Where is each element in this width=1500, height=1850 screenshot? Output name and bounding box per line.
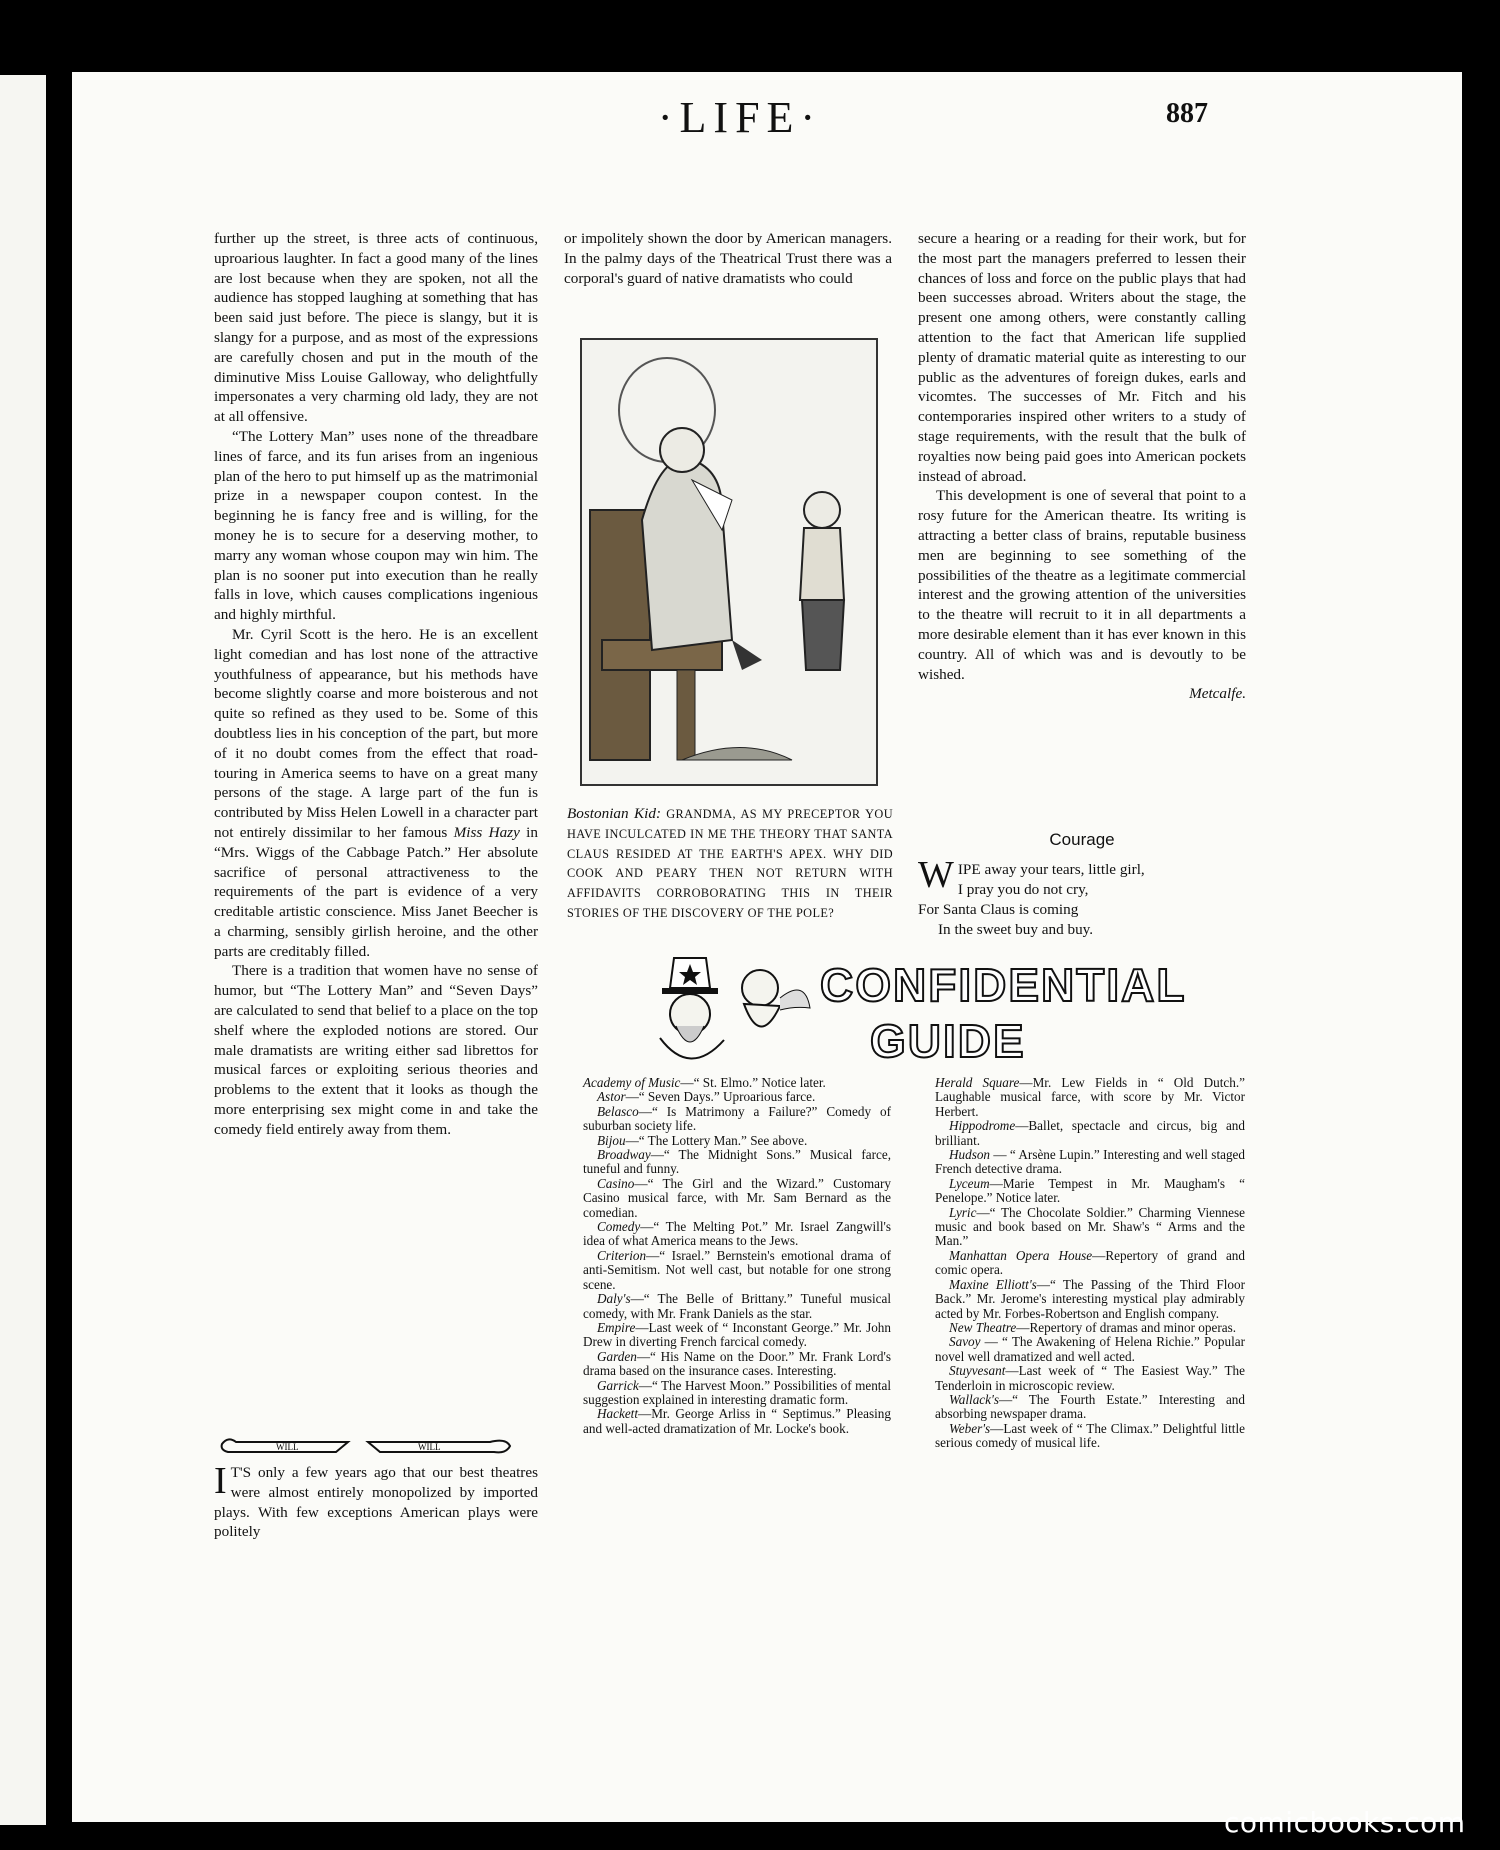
article-paragraph: “The Lottery Man” uses none of the threadbare lines of farce, and its fun arises from an ingenious plan of the hero to put himself up as the matrimonial prize in a newspaper coupon contest. In the beginning he is fancy free and is willing, for the money he is to secure for a deserving mother, to marry any woman whose coupon may win him. The plan is no sooner put into execution than he really falls in love, which causes complications ingenious and highly mirthful. [214, 427, 538, 624]
article-paragraph: or impolitely shown the door by American managers. In the palmy days of the Theatrical Trust there was a corporal's guard of native dramatists who could [564, 230, 892, 287]
facing-page-edge [0, 75, 46, 1825]
article-paragraph: further up the street, is three acts of continuous, uproarious laughter. In fact a good many of the lines are lost because when they are spoken, not all the audience has stopped laughing at something that has been said just before. The piece is slangy, but it is slangy for a purpose, and as most of the expressions are carefully chosen and put in the mouth of the diminutive Miss Louise Galloway, who delightfully impersonates a very charming old lady, they are not at all offensive. [214, 230, 538, 426]
drop-cap: W [918, 854, 954, 896]
cartoon-illustration [580, 338, 878, 786]
article-column-1 [214, 229, 538, 1140]
ornament-label-left: WILL [276, 1442, 299, 1452]
guide-entry: Criterion—“ Israel.” Bernstein's emotional drama of anti-Semitism. Not well cast, but notable for one strong scene. [583, 1247, 891, 1292]
will-scroll-ornament [218, 1430, 513, 1456]
guide-entry: Wallack's—“ The Fourth Estate.” Interesting and absorbing newspaper drama. [935, 1391, 1245, 1422]
article-column-3 [918, 229, 1246, 704]
guide-entry: Savoy — “ The Awakening of Helena Richie.” Popular novel well dramatized and well acted. [935, 1334, 1245, 1364]
confidential-guide-banner [640, 948, 1187, 1078]
guide-entry: Belasco—“ Is Matrimony a Failure?” Comedy of suburban society life. [583, 1103, 891, 1134]
poem-line: For Santa Claus is coming [918, 901, 1079, 918]
poem-line: In the sweet buy and buy. [938, 921, 1094, 938]
page-number: 887 [1166, 98, 1208, 129]
masthead: ·LIFE· [657, 93, 823, 142]
guide-column-right [935, 1076, 1245, 1451]
guide-entry: Maxine Elliott's—“ The Passing of the Third Floor Back.” Mr. Jerome's interesting mystical play admirably acted by Mr. Forbes-Robertson and English company. [935, 1276, 1245, 1321]
guide-entry: Broadway—“ The Midnight Sons.” Musical farce, tuneful and funny. [583, 1147, 891, 1177]
guide-entry: Weber's—Last week of “ The Climax.” Delightful little serious comedy of musical life. [935, 1420, 1245, 1451]
article-paragraph: I T'S only a few years ago that our best theatres were almost entirely monopolized by imported plays. With few exceptions American plays were politely [214, 1460, 538, 1541]
guide-entry: Hippodrome—Ballet, spectacle and circus, big and brilliant. [935, 1118, 1245, 1148]
uncle-sam-and-cherub-icon [640, 948, 820, 1078]
guide-title-line-1: CONFIDENTIAL [820, 959, 1187, 1011]
caption-text: GRANDMA, AS MY PRECEPTOR YOU HAVE INCULCATED IN ME THE THEORY THAT SANTA CLAUS RESIDED AT THE EARTH'S APEX. WHY DID COOK AND PEARY THEN NOT RETURN WITH AFFIDAVITS CORROBORATING THIS IN THEIR STORIES OF THE DISCOVERY OF THE POLE? [567, 807, 893, 920]
poem-line: I pray you do not cry, [957, 881, 1089, 898]
article-paragraph: secure a hearing or a reading for their work, but for the most part the managers preferred to lessen their chances of loss and force on the public plays that had been successes abroad. Writers about the stage, the present one among others, were constantly calling attention to the fact that American life supplied plenty of dramatic material quite as interesting to our public as the adventures of foreign dukes, earls and vicomtes. The successes of Mr. Fitch and his contemporaries inspired other writers to a study of stage requirements, with the result that the bulk of royalties now being paid goes into American pockets instead of abroad. [918, 230, 1246, 485]
article-column-1-continued [214, 1460, 538, 1542]
article-paragraph: There is a tradition that women have no sense of humor, but “The Lottery Man” and “Seven Days” are calculated to send that belief to a place on the top shelf where the exploded notions are stored. Our male dramatists are writing either sad librettos for musical farces or exploiting serious theories and problems to the extent that it looks as though the more enterprising sex might come in and take the comedy field entirely away from them. [214, 962, 538, 1138]
caption-speaker: Bostonian Kid: [567, 805, 662, 822]
guide-column-left [583, 1076, 891, 1436]
poem-line: IPE away your tears, little girl, [957, 861, 1145, 878]
guide-entry: Lyceum—Marie Tempest in Mr. Maugham's “ Penelope.” Notice later. [935, 1175, 1245, 1206]
author-signature: Metcalfe. [1189, 685, 1246, 703]
guide-entry: New Theatre—Repertory of dramas and minor operas. [949, 1319, 1237, 1335]
guide-entry: Astor—“ Seven Days.” Uproarious farce. [597, 1089, 816, 1105]
guide-entry: Bijou—“ The Lottery Man.” See above. [597, 1132, 808, 1148]
guide-entry: Empire—Last week of “ Inconstant George.” Mr. John Drew in diverting French farcical comedy. [583, 1319, 891, 1350]
guide-entry: Garrick—“ The Harvest Moon.” Possibilities of mental suggestion explained in interesting dramatic form. [583, 1377, 891, 1407]
article-paragraph: This development is one of several that point to a rosy future for the American theatre. Its writing is attracting a better class of brains, reputable business men are beginning to see something of the possibilities of the theatre as a legitimate commercial interest and the growing attention of the universities to the theatre will recruit to it in all departments a more desirable element than it has ever known in this country. All of which was and is devoutly to be wished. [918, 487, 1246, 683]
drop-cap: I [214, 1460, 227, 1502]
guide-entry: Daly's—“ The Belle of Brittany.” Tuneful musical comedy, with Mr. Frank Daniels as the star. [583, 1291, 891, 1321]
article-paragraph: Mr. Cyril Scott is the hero. He is an excellent light comedian and has lost none of the attractive youthfulness of appearance, but his methods have become slightly coarse and more boisterous and not quite so refined as they used to be. Some of this doubtless lies in his conception of the part, but more of it no doubt comes from the effect that road-touring in America seems to have on a great many persons of the stage. A large part of the fun is contributed by Miss Helen Lowell in a character part not entirely dissimilar to her famous Miss Hazy in “Mrs. Wiggs of the Cabbage Patch.” Her absolute sacrifice of personal attractiveness to the requirements of the part is evidence of a very creditable artistic conscience. Miss Janet Beecher is a charming, sensibly girlish heroine, and the other parts are creditably filled. [214, 625, 538, 960]
guide-entry: Academy of Music—“ St. Elmo.” Notice later. [583, 1075, 826, 1090]
guide-title-line-2: GUIDE [870, 1015, 1026, 1067]
poem-title: Courage [1049, 830, 1115, 849]
ornament-label-right: WILL [418, 1442, 441, 1452]
site-watermark: comicbooks.com [1224, 1806, 1466, 1839]
guide-entry: Comedy—“ The Melting Pot.” Mr. Israel Zangwill's idea of what America means to the Jews. [583, 1219, 891, 1249]
article-column-2 [564, 229, 892, 288]
guide-entry: Garden—“ His Name on the Door.” Mr. Frank Lord's drama based on the insurance cases. Interesting. [583, 1348, 891, 1379]
guide-entry: Lyric—“ The Chocolate Soldier.” Charming Viennese music and book based on Mr. Shaw's “ Arms and the Man.” [935, 1204, 1245, 1249]
guide-entry: Hudson — “ Arsène Lupin.” Interesting and well staged French detective drama. [935, 1147, 1245, 1177]
guide-entry: Manhattan Opera House—Repertory of grand and comic opera. [935, 1247, 1245, 1278]
guide-entry: Hackett—Mr. George Arliss in “ Septimus.” Pleasing and well-acted dramatization of Mr. Locke's book. [583, 1406, 891, 1436]
guide-entry: Herald Square—Mr. Lew Fields in “ Old Dutch.” Laughable musical farce, with score by Mr. Victor Herbert. [935, 1075, 1245, 1119]
poem [918, 854, 1258, 940]
cartoon-caption [567, 804, 893, 924]
guide-entry: Stuyvesant—Last week of “ The Easiest Way.” The Tenderloin in microscopic review. [935, 1363, 1245, 1393]
guide-entry: Casino—“ The Girl and the Wizard.” Customary Casino musical farce, with Mr. Sam Bernard as the comedian. [583, 1175, 891, 1220]
